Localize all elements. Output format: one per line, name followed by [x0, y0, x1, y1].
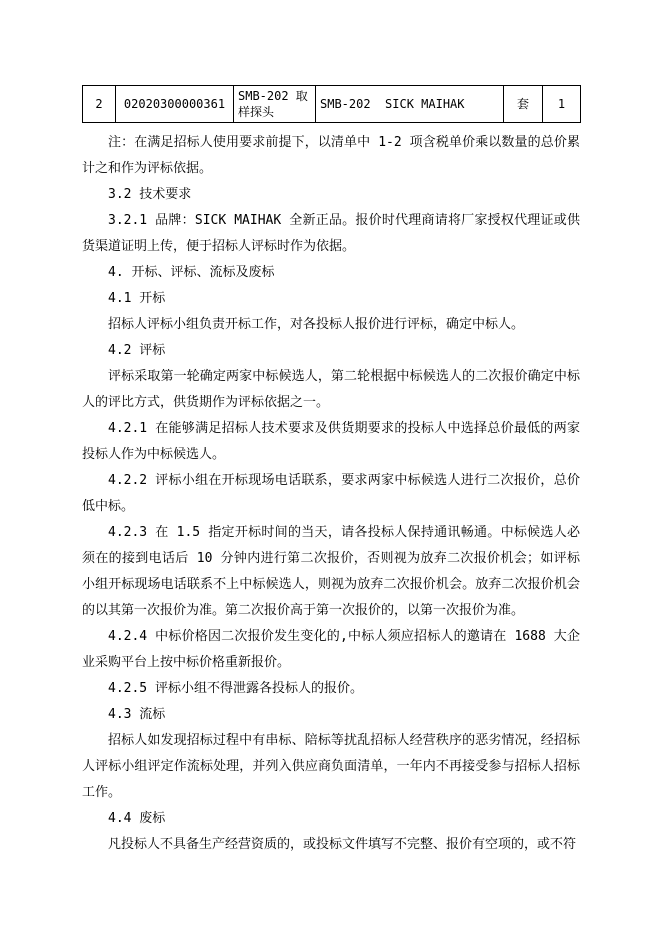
paragraph-4-4-body: 凡投标人不具备生产经营资质的，或投标文件填写不完整、报价有空项的，或不符	[108, 837, 577, 852]
cell-item-model: SMB-202 SICK MAIHAK	[316, 86, 504, 123]
cell-item-name: SMB-202 取样探头	[234, 86, 316, 123]
heading-4-2: 4.2 评标	[108, 343, 166, 358]
paragraph-4-2-3: 4.2.3 在 1.5 指定开标时间的当天，请各投标人保持通讯畅通。中标候选人必须在的接到电话后 10 分钟内进行第二次报价，否则视为放弃二次报价机会；如评标小组开标现场电话联系不上中标候选人，则视为放弃二次报价机会。放弃二次报价机会的以其第一次报价为准。第二次报价高于第一次报价的，以第一次报价为准。	[82, 525, 580, 618]
paragraph-4-2-2: 4.2.2 评标小组在开标现场电话联系，要求两家中标候选人进行二次报价，总价低中标。	[82, 473, 580, 514]
item-table	[82, 85, 581, 123]
heading-4: 4. 开标、评标、流标及废标	[108, 265, 275, 280]
heading-3-2: 3.2 技术要求	[108, 187, 192, 202]
paragraph-4-2-1: 4.2.1 在能够满足招标人技术要求及供货期要求的投标人中选择总价最低的两家投标人作为中标候选人。	[82, 421, 580, 462]
paragraph-note: 注：在满足招标人使用要求前提下，以清单中 1-2 项含税单价乘以数量的总价累计之和作为评标依据。	[82, 135, 580, 176]
cell-item-index: 2	[83, 86, 116, 123]
paragraph-4-2-body: 评标采取第一轮确定两家中标候选人，第二轮根据中标候选人的二次报价确定中标人的评比方式，供货期作为评标依据之一。	[82, 369, 580, 410]
paragraph-4-1-body: 招标人评标小组负责开标工作，对各投标人报价进行评标，确定中标人。	[108, 317, 525, 332]
cell-item-code: 02020300000361	[116, 86, 234, 123]
heading-4-4: 4.4 废标	[108, 811, 166, 826]
paragraph-4-3-body: 招标人如发现招标过程中有串标、陪标等扰乱招标人经营秩序的恶劣情况，经招标人评标小组评定作流标处理，并列入供应商负面清单，一年内不再接受参与招标人招标工作。	[82, 733, 580, 800]
paragraph-4-2-4: 4.2.4 中标价格因二次报价发生变化的,中标人须应招标人的邀请在 1688 大企业采购平台上按中标价格重新报价。	[82, 629, 580, 670]
paragraph-4-2-5: 4.2.5 评标小组不得泄露各投标人的报价。	[108, 681, 363, 696]
document-body	[82, 130, 580, 858]
table-row	[83, 86, 581, 123]
heading-4-3: 4.3 流标	[108, 707, 166, 722]
heading-4-1: 4.1 开标	[108, 291, 166, 306]
cell-item-unit: 套	[504, 86, 543, 123]
cell-item-qty: 1	[543, 86, 581, 123]
paragraph-3-2-1: 3.2.1 品牌：SICK MAIHAK 全新正品。报价时代理商请将厂家授权代理证或供货渠道证明上传，便于招标人评标时作为依据。	[82, 213, 580, 254]
